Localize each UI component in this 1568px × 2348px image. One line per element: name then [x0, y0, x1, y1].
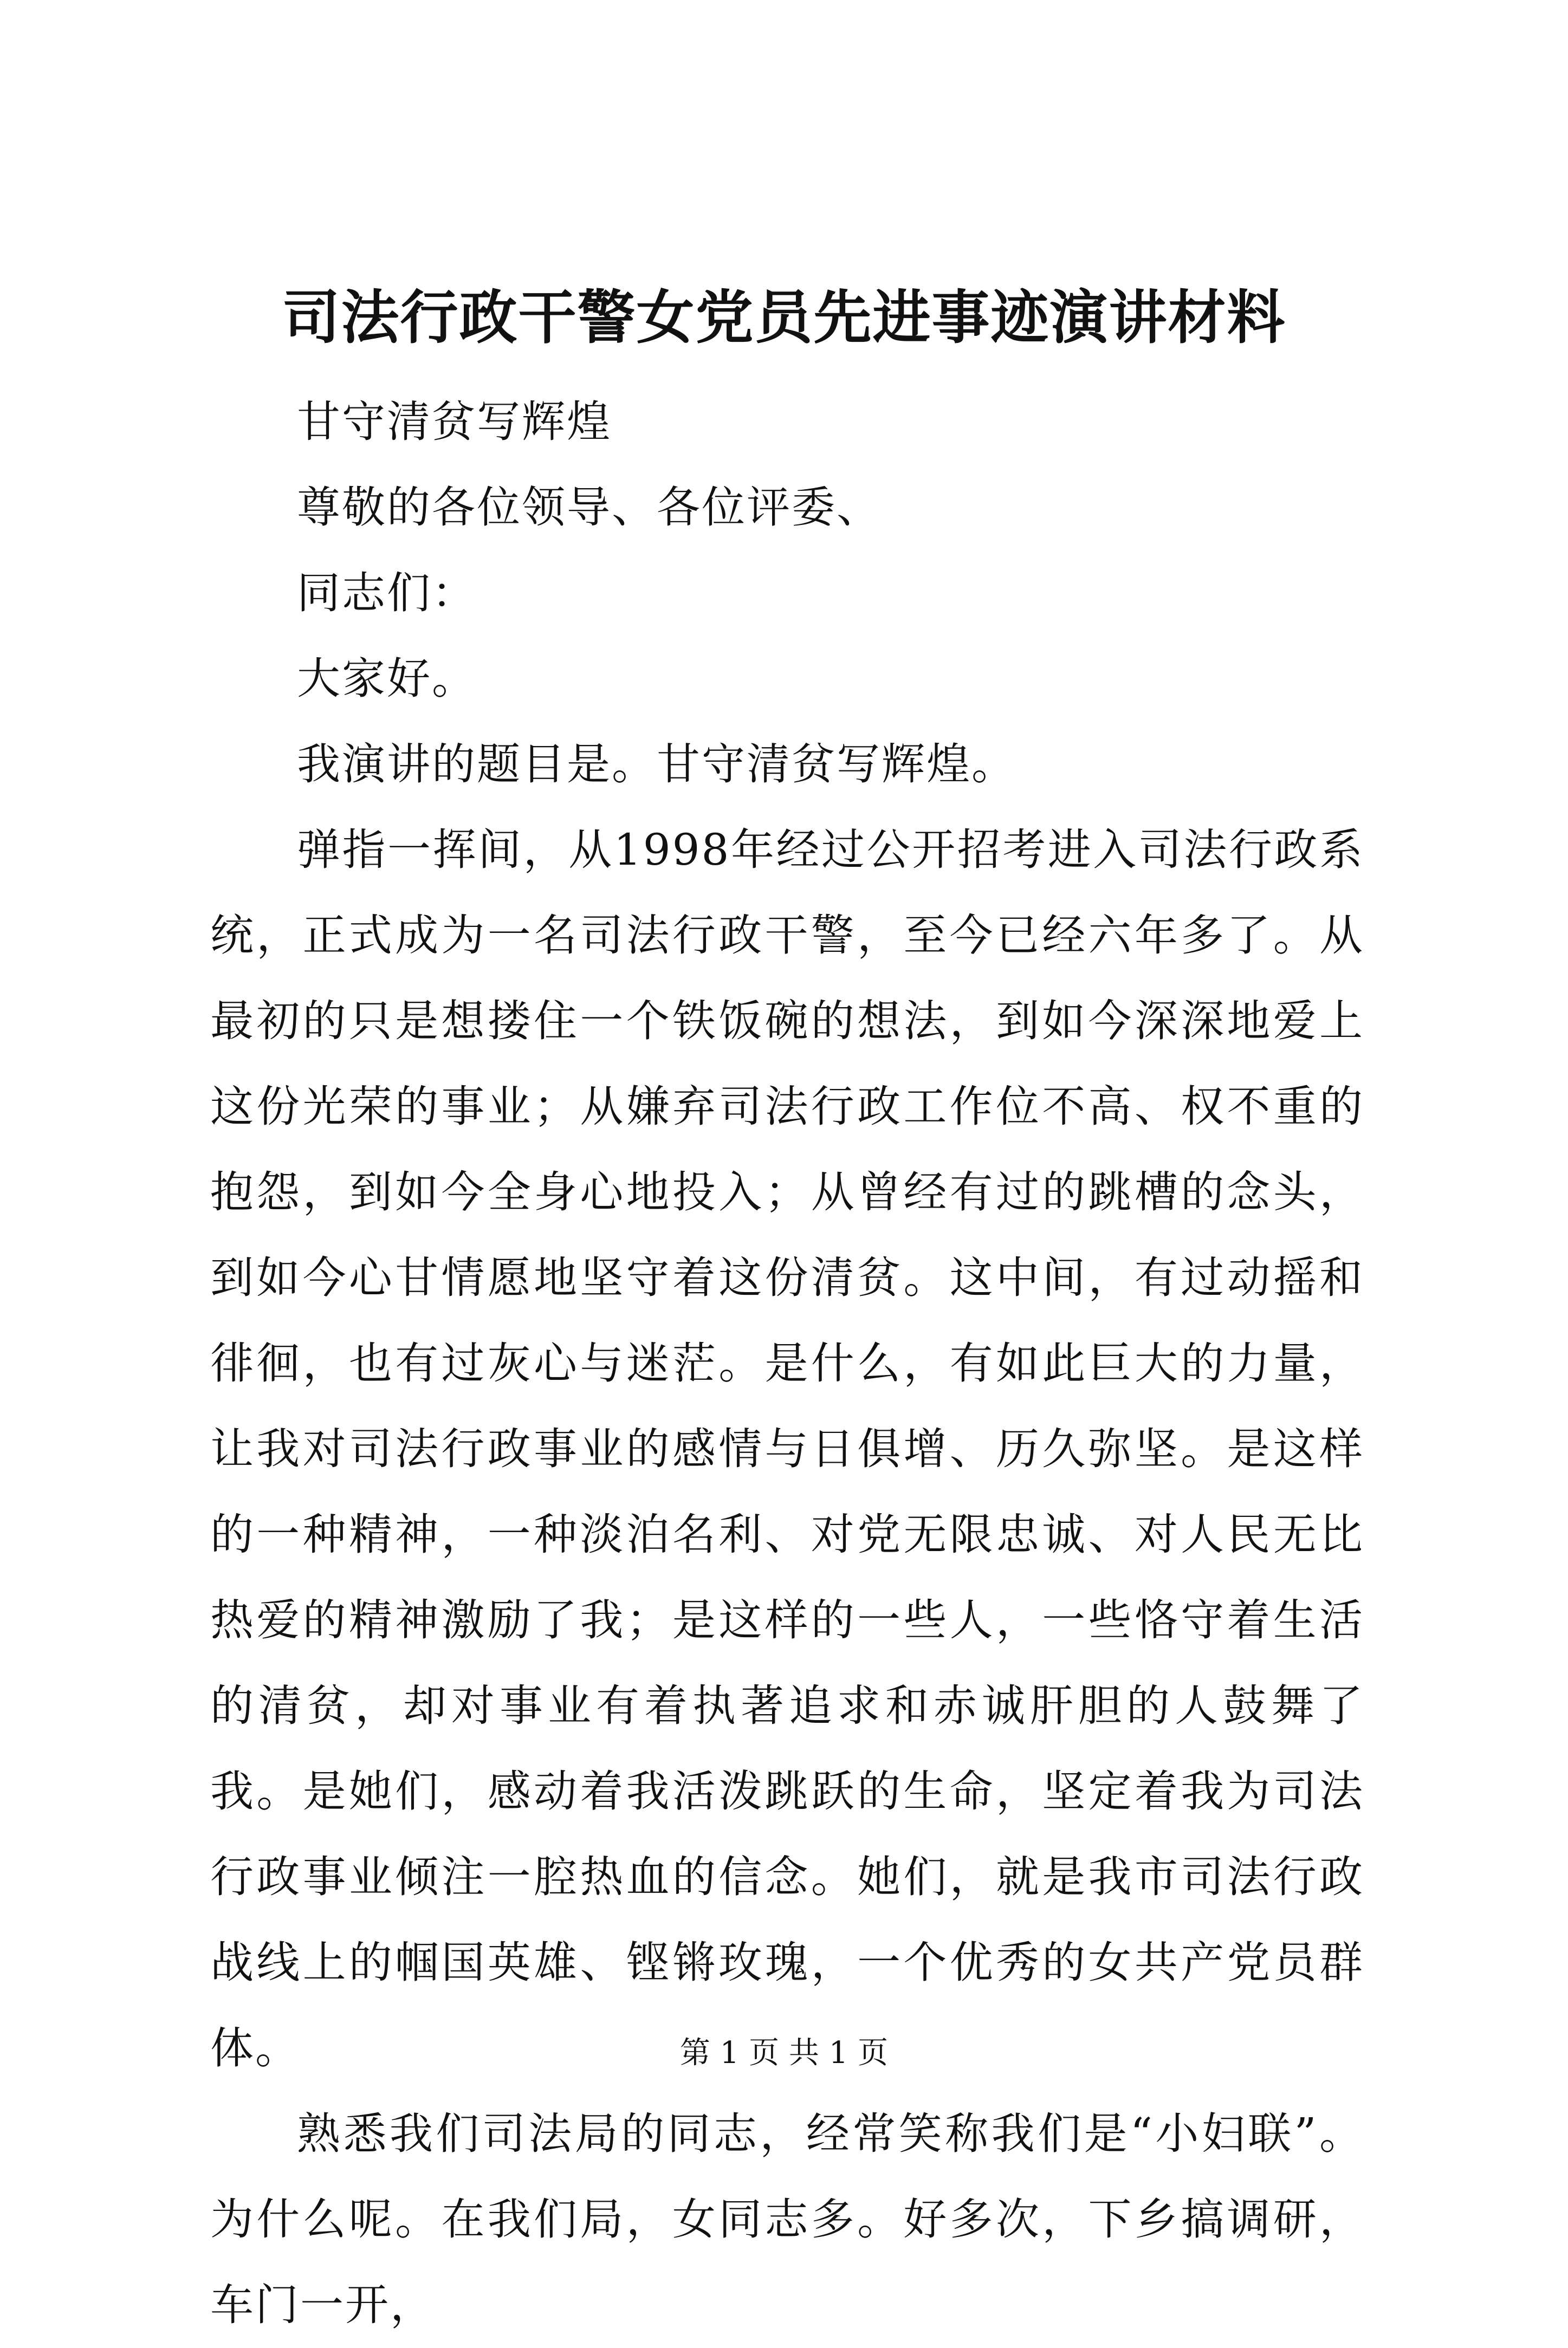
topic-paragraph: 我演讲的题目是。甘守清贫写辉煌。 [297, 739, 1016, 789]
page-footer [0, 2032, 1568, 2075]
document-title: 司法行政干警女党员先进事迹演讲材料 [282, 284, 1286, 352]
greeting-line-1: 尊敬的各位领导、各位评委、 [297, 482, 882, 533]
page-number: 第 1 页 共 1 页 [679, 2035, 889, 2071]
speech-subtitle: 甘守清贫写辉煌 [297, 397, 612, 447]
body-paragraph: 弹指一挥间，从1998年经过公开招考进入司法行政系统，正式成为一名司法行政干警，至今已经六年多了。从最初的只是想搂住一个铁饭碗的想法，到如今深深地爱上这份光荣的事业；从嫌弃司法行政工作位不高、权不重的抱怨，到如今全身心地投入；从曾经有过的跳槽的念头，到如今心甘情愿地坚守着这份清贫。这中间，有过动摇和徘徊，也有过灰心与迷茫。是什么，有如此巨大的力量，让我对司法行政事业的感情与日俱增、历久弥坚。是这样的一种精神，一种淡泊名利、对党无限忠诚、对人民无比热爱的精神激励了我；是这样的一些人，一些恪守着生活的清贫，却对事业有着执著追求和赤诚肝胆的人鼓舞了我。是她们，感动着我活泼跳跃的生命，坚定着我为司法行政事业倾注一腔热血的信念。她们，就是我市司法行政战线上的帼国英雄、铿锵玫瑰，一个优秀的女共产党员群体。 [210, 825, 1364, 2073]
body-paragraph: 熟悉我们司法局的同志，经常笑称我们是“小妇联”。为什么呢。在我们局，女同志多。好多次，下乡搞调研，车门一开， [210, 2109, 1364, 2330]
greeting-line-3: 大家好。 [297, 653, 477, 704]
greeting-line-2: 同志们： [297, 568, 477, 618]
